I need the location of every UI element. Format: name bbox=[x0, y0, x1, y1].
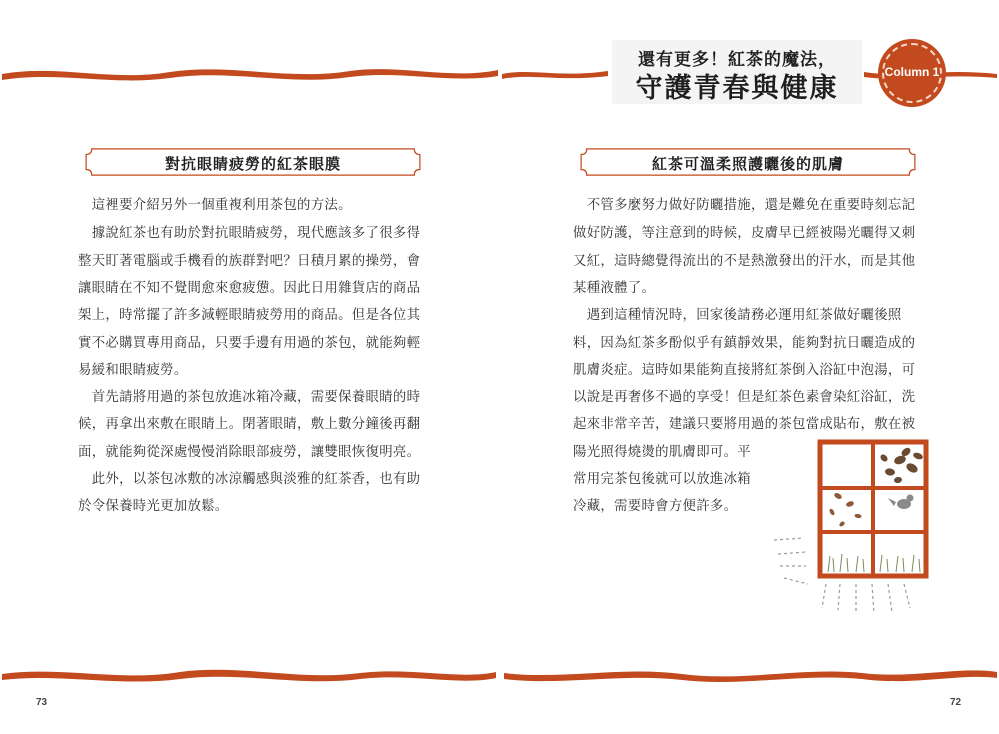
right-line: 不管多麼努力做好防曬措施，還是難免在重要時刻忘記 bbox=[573, 198, 916, 213]
right-line: 肌膚炎症。這時如果能夠直接將紅茶倒入浴缸中泡湯，可 bbox=[573, 363, 916, 378]
left-line: 候，再拿出來敷在眼睛上。閉著眼睛，敷上數分鐘後再翻 bbox=[78, 417, 421, 432]
left-line: 據說紅茶也有助於對抗眼睛疲勞，現代應該多了很多得 bbox=[78, 226, 421, 241]
badge-label: Column 1 bbox=[884, 65, 940, 79]
left-line: 面，就能夠從深處慢慢消除眼部疲勞，讓雙眼恢復明亮。 bbox=[78, 445, 421, 460]
bottom-right-brush-stroke bbox=[502, 664, 999, 686]
bottom-left-brush-stroke bbox=[0, 664, 498, 686]
right-line: 某種液體了。 bbox=[573, 281, 656, 296]
window-with-falling-leaves-and-bird-illustration-icon bbox=[770, 438, 930, 618]
left-line: 此外，以茶包冰敷的冰涼觸感與淡雅的紅茶香，也有助 bbox=[78, 472, 421, 487]
right-line: 冷藏，需要時會方便許多。 bbox=[573, 499, 738, 514]
left-section-title: 對抗眼睛疲勞的紅茶眼膜 bbox=[164, 155, 341, 173]
right-page-number: 72 bbox=[950, 697, 962, 708]
left-line: 易緩和眼睛疲勞。 bbox=[78, 363, 188, 378]
right-section-title: 紅茶可溫柔照護曬後的肌膚 bbox=[651, 155, 844, 173]
right-line: 遇到這種情況時，回家後請務必運用紅茶做好曬後照 bbox=[573, 308, 902, 323]
right-line: 以說是再奢侈不過的享受！但是紅茶色素會染紅浴缸，洗 bbox=[573, 390, 916, 405]
column-header-title: 守護青春與健康 bbox=[635, 73, 839, 104]
left-line: 首先請將用過的茶包放進冰箱冷藏，需要保養眼睛的時 bbox=[78, 390, 421, 405]
right-line: 起來非常辛苦，建議只要將用過的茶包當成貼布，敷在被 bbox=[573, 417, 916, 432]
column-badge bbox=[878, 39, 946, 107]
left-page-number: 73 bbox=[36, 697, 48, 708]
right-line: 陽光照得燒燙的肌膚即可。平 bbox=[573, 445, 751, 460]
top-right-brush-stroke bbox=[500, 66, 610, 82]
left-line: 於令保養時光更加放鬆。 bbox=[78, 499, 229, 514]
left-line: 架上，時常擺了許多減輕眼睛疲勞用的商品。但是各位其 bbox=[78, 308, 421, 323]
right-line: 又紅，這時總覺得流出的不是熱激發出的汗水，而是其他 bbox=[573, 254, 916, 269]
right-line: 料，因為紅茶多酚似乎有鎮靜效果，能夠對抗日曬造成的 bbox=[573, 336, 916, 351]
left-line: 實不必購買專用商品，只要手邊有用過的茶包，就能夠輕 bbox=[78, 336, 421, 351]
left-line: 讓眼睛在不知不覺間愈來愈疲憊。因此日用雜貨店的商品 bbox=[78, 281, 421, 296]
left-line: 整天盯著電腦或手機看的族群對吧？日積月累的操勞，會 bbox=[78, 254, 421, 269]
right-line: 常用完茶包後就可以放進冰箱 bbox=[573, 472, 751, 487]
column-header-subtitle: 還有更多！紅茶的魔法， bbox=[638, 50, 836, 70]
left-line: 這裡要介紹另外一個重複利用茶包的方法。 bbox=[78, 198, 352, 213]
right-line: 做好防護，等注意到的時候，皮膚早已經被陽光曬得又刺 bbox=[573, 226, 916, 241]
top-left-brush-stroke bbox=[0, 62, 500, 84]
